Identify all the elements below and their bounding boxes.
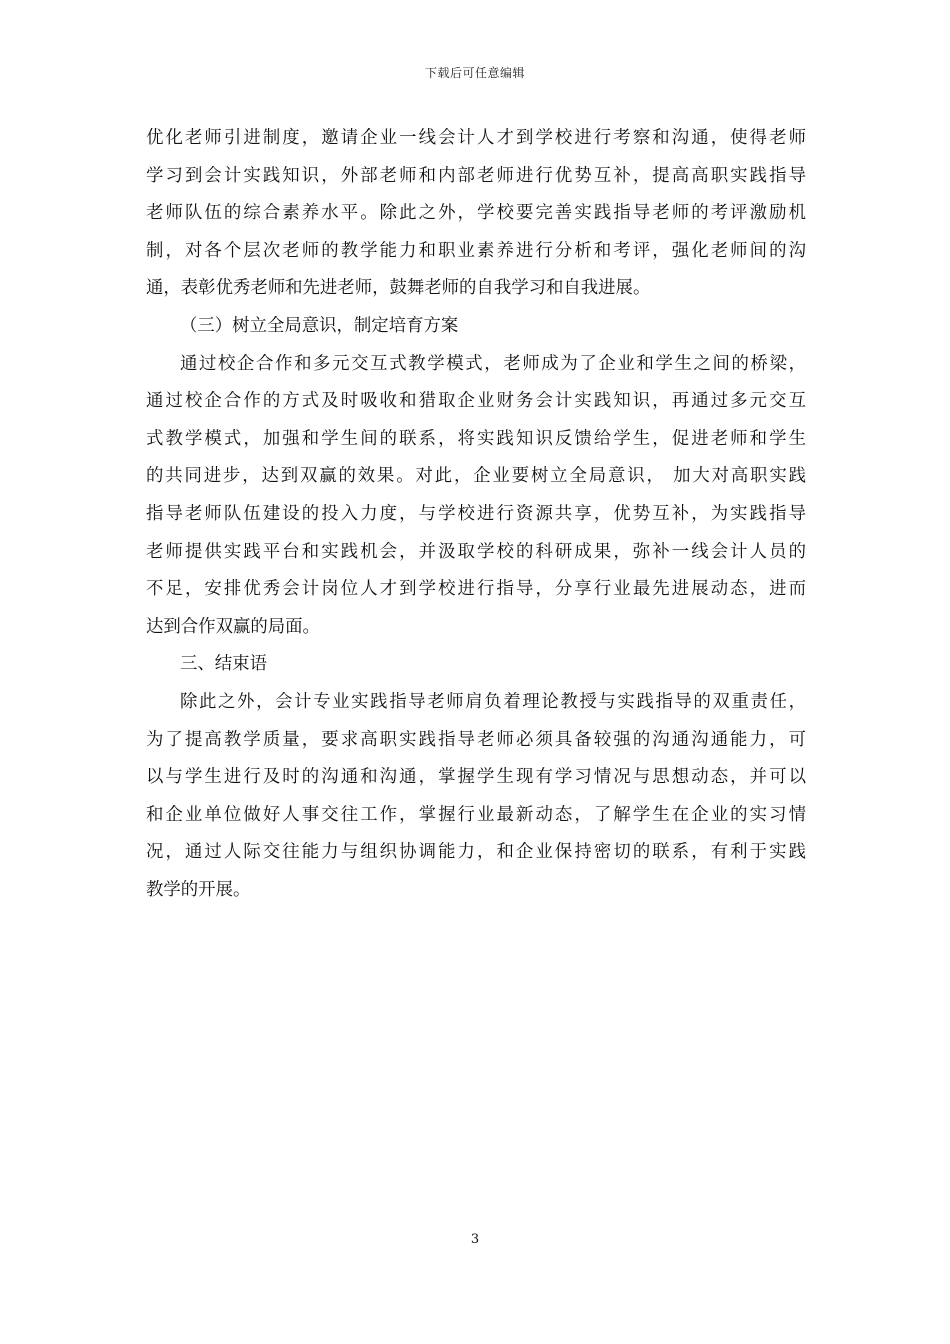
- text-line: 学习到会计实践知识，外部老师和内部老师进行优势互补，提高高职实践指导: [146, 165, 806, 186]
- header-note: 下载后可任意编辑: [424, 66, 525, 80]
- text-line: 教学的开展。: [146, 879, 251, 900]
- text-line: 式教学模式，加强和学生间的联系，将实践知识反馈给学生，促进老师和学生: [146, 428, 806, 449]
- text-line: 通，表彰优秀老师和先进老师，鼓舞老师的自我学习和自我进展。: [146, 278, 651, 299]
- text-line: 老师提供实践平台和实践机会，并汲取学校的科研成果，弥补一线会计人员的: [146, 541, 806, 562]
- text-line: 为了提高教学质量，要求高职实践指导老师必须具备较强的沟通沟通能力，可: [146, 729, 806, 750]
- text-line: 除此之外，会计专业实践指导老师肩负着理论教授与实践指导的双重责任，: [180, 691, 806, 712]
- text-line: 通过校企合作和多元交互式教学模式，老师成为了企业和学生之间的桥梁，: [180, 353, 806, 374]
- text-line: 达到合作双赢的局面。: [146, 616, 320, 637]
- text-line: 通过校企合作的方式及时吸收和猎取企业财务会计实践知识，再通过多元交互: [146, 391, 806, 412]
- text-line: 不足，安排优秀会计岗位人才到学校进行指导，分享行业最先进展动态，进而: [146, 579, 806, 600]
- text-line: 优化老师引进制度，邀请企业一线会计人才到学校进行考察和沟通，使得老师: [146, 128, 806, 148]
- page-number: 3: [470, 1232, 480, 1247]
- text-line: 以与学生进行及时的沟通和沟通，掌握学生现有学习情况与思想动态，并可以: [146, 767, 806, 788]
- text-line: 老师队伍的综合素养水平。除此之外，学校要完善实践指导老师的考评激励机: [146, 203, 806, 224]
- text-line: 的共同进步，达到双赢的效果。对此，企业要树立全局意识， 加大对高职实践: [146, 466, 806, 487]
- text-line: 和企业单位做好人事交往工作，掌握行业最新动态，了解学生在企业的实习情: [146, 804, 806, 825]
- body-text: [146, 120, 806, 909]
- section-heading: （三）树立全局意识，制定培育方案: [180, 315, 459, 336]
- section-heading: 三、结束语: [180, 654, 267, 675]
- text-line: 况，通过人际交往能力与组织协调能力，和企业保持密切的联系，有利于实践: [146, 842, 806, 863]
- text-line: 制，对各个层次老师的教学能力和职业素养进行分析和考评，强化老师间的沟: [146, 240, 806, 261]
- text-line: 指导老师队伍建设的投入力度，与学校进行资源共享，优势互补，为实践指导: [146, 503, 806, 524]
